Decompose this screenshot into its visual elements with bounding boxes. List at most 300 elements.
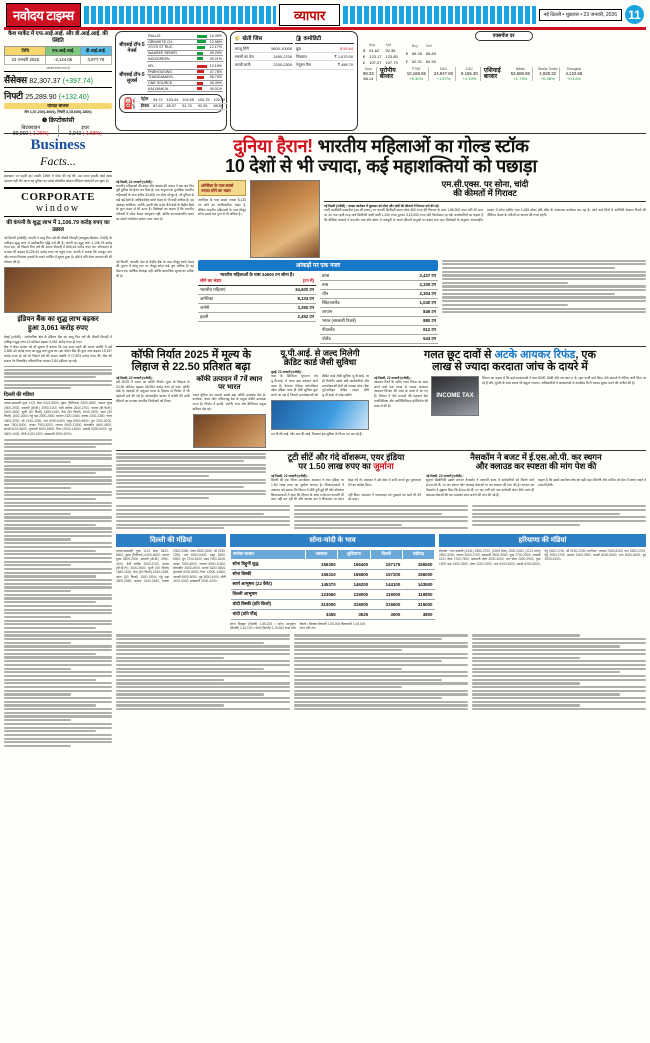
gold-row-name: इटली	[198, 313, 264, 322]
table-row	[320, 289, 438, 298]
lead-photo	[250, 180, 320, 258]
paper-logo-sub	[23, 0, 68, 1]
gs-jalandhar: 156300	[306, 559, 338, 569]
commodity-value: ₹ 1,670.00	[321, 53, 354, 61]
gs-jalandhar: 3455	[306, 609, 338, 619]
gs-item: चांदी बिस्की (प्रति किलो)	[231, 599, 306, 609]
business-facts-body: इंस्टाग्राम पर पहली बार तस्वीर 1999 में पोस्ट की गई थी। उस समय इसकी कोई खास पहचान नहीं थी। आज यह दुनिया का सबसे लोकप्रिय सोशल मीडिया प्लेटफॉर्म बन चुका है।	[4, 174, 112, 183]
world-markets	[361, 67, 646, 81]
refund-story	[374, 349, 646, 448]
gainer-pct: 09.21%	[209, 56, 222, 61]
table-row	[198, 313, 316, 322]
forex-symbol: €	[363, 53, 366, 59]
forex-head-buy: Buy	[369, 42, 376, 47]
euro-name: DAX	[439, 66, 447, 71]
commodity-value: $ 59.84	[321, 45, 354, 53]
gs-jalandhar: 156310	[306, 569, 338, 579]
nasscom-story	[426, 453, 646, 502]
corporate-window-body: नई दिल्ली (एजेंसी)। कंपनी ने चालू वित्त वर्ष की तीसरी तिमाही (अक्टूबर-दिसंबर, 2025) के एकीकृत शुद्ध लाभ में उल्लेखनीय वृद्धि दर्ज की है। कंपनी का शुद्ध लाभ 1,106.79 करोड़ रुपए रहा, जो पिछले वित्त वर्ष की समान तिमाही में 806.44 करोड़ रुपए था। परिचालन से राजस्व भी बढ़कर 8,225.44 करोड़ रुपए पर पहुंच गया। कंपनी ने बताया कि मजबूत मांग और लागत नियंत्रण उपायों के चलते मार्जिन में सुधार हुआ है। बोर्ड ने प्रति शेयर लाभांश की भी घोषणा की है।	[4, 235, 112, 264]
lead-headline	[116, 137, 646, 157]
forex-sell: 62.92	[425, 59, 436, 65]
fuel-petrol-mumbai: 103.44	[166, 97, 179, 102]
table-row	[198, 286, 316, 295]
gold-row-name: स्विटजरलैंड	[320, 298, 397, 307]
crypto-bitcoin-value: 89,060	[12, 130, 29, 137]
coffee-headline	[116, 349, 266, 374]
gold-row-name: चीन	[320, 289, 397, 298]
gold-row-name: पोलैंड	[320, 334, 397, 343]
lead-photo-col	[250, 180, 320, 258]
gs-jalandhar: 313000	[306, 599, 338, 609]
masthead-stripe-right	[343, 6, 535, 24]
euro-value: 8,165.30	[461, 70, 478, 76]
nifty-row	[4, 87, 112, 102]
fii-dii-unit: (आंकड़े करोड़ रुपए में)	[45, 65, 71, 70]
gs-chandigarh: 3800	[402, 609, 434, 619]
lead-callout-col	[198, 180, 246, 258]
gold-row-name: जर्मनी	[198, 304, 264, 313]
loser-name: IIFL	[147, 64, 196, 69]
airindia-story	[271, 453, 421, 502]
fuel-diesel-chennai: 92.39	[196, 103, 212, 110]
gs-delhi: 157200	[370, 569, 402, 579]
table-row	[139, 103, 227, 110]
haryana-mandi-title: हरियाणा की मंडियां	[439, 534, 646, 547]
gs-item: सोना बिट्टुर्नी शुद्ध	[231, 559, 306, 569]
upi-story	[271, 349, 369, 448]
left-rule-1	[4, 366, 112, 367]
upi-headline	[271, 349, 369, 369]
gs-ludhiana: 3625	[338, 609, 370, 619]
top5-losers-label: बीएसई टॉप-5 लूजर्स	[119, 71, 145, 84]
airindia-headline-2-red: जुर्माना	[373, 461, 394, 472]
loser-pct: 05.01%	[209, 86, 222, 91]
col-fii: एफ.आई.आई.	[46, 46, 80, 55]
crypto-title	[4, 116, 112, 124]
indian-bank-dateline: चेन्नई (एजेंसी) : सार्वजनिक क्षेत्र के इंडियन बैंक का चालू वित्त वर्ष की तीसरी तिमाही में एकीकृत शुद्ध लाभ 13 प्रतिशत बढ़कर 3,061 करोड़ रुपए हो गया।	[4, 335, 112, 344]
commodity-name: क्रूड	[295, 45, 321, 53]
coffee-headline-1: कॉफी निर्यात 2025 में मूल्य के	[131, 348, 251, 361]
commodity-column	[295, 34, 354, 128]
forex-symbol: $	[363, 47, 366, 53]
gold-silver-table	[230, 549, 435, 620]
gs-col-delhi: दिल्ली	[370, 549, 402, 559]
business-facts-subtitle: Facts...	[40, 154, 76, 168]
agri-column	[234, 34, 293, 128]
airindia-body: दिल्ली की एक जिला उपभोक्ता अदालत ने एयर इंडिया पर 1.50 लाख रुपए का जुर्माना लगाया है। शिकायतकर्ता ने अदालत को बताया कि विमान में सीटें टूटी हुई थीं और वॉशरूम बेहद गंदे थे। अदालत ने इसे सेवा में कमी मानते हुए मुआवजा देने का आदेश दिया।	[271, 478, 421, 492]
table-row	[295, 61, 354, 69]
airindia-headline-2-pre: पर 1.50 लाख रुपए का	[298, 461, 374, 472]
euro-pct: +0.30%	[409, 75, 424, 81]
fuel-diesel-kolkata: 91.76	[180, 103, 196, 110]
lead-headline-rest: भारतीय महिलाओं का गोल्ड स्टॉक	[317, 136, 529, 156]
asia-name: Shanghai	[566, 66, 581, 71]
mcx-rule	[324, 201, 646, 202]
gold-row-name: फ्रांस	[320, 272, 397, 281]
coffee-photo	[193, 414, 267, 448]
gs-item: चिल्ली आभूषण	[231, 589, 306, 599]
center-right-column	[116, 137, 646, 750]
gold-silver-block	[230, 534, 435, 631]
gold-row-value: 3,350 टन	[264, 304, 316, 313]
euro-dax	[432, 67, 456, 81]
forex-grid	[361, 42, 646, 66]
section-tab[interactable]: व्यापार	[279, 4, 340, 26]
commodity-table	[295, 45, 354, 70]
commodity-title-text: कमोडिटी	[303, 36, 322, 42]
paper-logo[interactable]	[6, 3, 81, 27]
forex-sell: 123.85	[385, 53, 398, 59]
gs-delhi: 144100	[370, 579, 402, 589]
left-filler-1	[4, 369, 112, 390]
table-row	[320, 272, 438, 281]
gs-chandigarh: 155500	[402, 559, 434, 569]
gs-chandigarh: 156000	[402, 569, 434, 579]
forex-buy: 107.07	[369, 60, 382, 66]
nifty-change: (+132.40)	[58, 93, 89, 101]
coffee-story	[116, 349, 266, 448]
coffee-subheadline: कॉफी उत्पादन में 7वें स्थान पर भारत	[196, 375, 263, 392]
table-row	[320, 280, 438, 289]
gs-ludhiana: 146200	[338, 579, 370, 589]
gold-table-banner: आंकड़ों पर एक नजर	[198, 260, 438, 271]
table-row	[320, 307, 438, 316]
masthead-stripe-left	[84, 6, 276, 24]
bottom-filler	[116, 634, 646, 711]
commodity-title	[295, 34, 354, 44]
lead-body: भारतीय महिलाओं की बचत और आस्था की ताकत ने एक बार फिर पूरी दुनिया को हैरान कर दिया है। एक अनुमान के मुताबिक भारतीय महिलाओं के पास करीब 34,600 टन सोना मौजूद है, जो दुनिया के कई बड़े देशों के आधिकारिक स्वर्ण भंडार से भी कहीं अधिक है। यह आंकड़ा अमेरिका, जर्मनी, इटली और फ्रांस जैसे देशों के केंद्रीय बैंकों के कुल भंडार से भी ऊपर है। विशेषज्ञों का कहना है कि भारतीय परिवारों में सोना केवल आभूषण नहीं, बल्कि आपातकालीन बचत का सबसे भरोसेमंद साधन माना जाता है।	[116, 183, 194, 221]
airindia-headline-1: टूटी सीटें और गंदे वॉशरूम, एयर इंडिया	[287, 451, 405, 462]
gold-row-value: 1,040 टन	[397, 298, 438, 307]
gold-row-value: 543 टन	[397, 334, 438, 343]
asia-nikkei	[509, 67, 533, 81]
us-market	[361, 67, 377, 81]
lead-dateline: नई दिल्ली, 22 जनवरी (एजेंसी) :	[116, 179, 154, 184]
gainer-pct: 12.98%	[209, 39, 222, 44]
gainer-name: INOXGREEN	[147, 56, 196, 62]
forex-symbol: ₣	[405, 59, 408, 65]
top5-gainers-table	[147, 34, 223, 62]
top5-losers-table	[147, 64, 223, 92]
commodity-value: ₹ 498.70	[321, 61, 354, 69]
table-row	[295, 53, 354, 61]
agri-name: कच्ची घानी	[234, 61, 262, 69]
gold-col-head-left: सोने का भंडार	[198, 277, 264, 286]
gold-row-name: नीदरलैंड	[320, 325, 397, 334]
gold-right-text	[442, 260, 646, 344]
loser-pct: 07.78%	[209, 69, 222, 74]
asia-pct: +1.73%	[513, 75, 528, 81]
mid-filler	[116, 505, 646, 530]
paper-logo-text: नवोदय टाइम्स	[13, 7, 74, 23]
indices-panel	[4, 31, 112, 137]
gs-col-ludhiana: लुधियाना	[338, 549, 370, 559]
forex-world-panel	[361, 31, 646, 131]
crypto-ether	[59, 125, 113, 137]
gold-row-value: 2,437 टन	[397, 272, 438, 281]
indian-bank-headline-1: इंडियन बैंक का शुद्ध लाभ बढ़कर	[17, 316, 99, 324]
euro-label: यूरोपीय बाजार	[379, 67, 396, 81]
crypto-ether-value: 2,943	[68, 130, 82, 137]
fuel-petrol-bengaluru: 102.92	[213, 97, 226, 102]
forex-symbol: £	[363, 60, 366, 66]
lead-kicker: दुनिया हैरान!	[233, 136, 313, 156]
masthead-red-rule	[4, 27, 646, 30]
gainer-pct: 15.39%	[209, 34, 222, 39]
crypto-ether-name: इथर	[81, 124, 90, 131]
rule-mid-2	[116, 450, 646, 451]
business-facts-title: Business	[30, 137, 86, 153]
mcx-body: मल्टी कमोडिटी एक्सचेंज (एम.सी.एक्स.) पर फरवरी डिलीवरी वाला सोना 452 रुपए की गिरावट के साथ 1,56,300 रुपए प्रति 10 ग्राम पर आ गया। इसी तरह मार्च डिलीवरी वाली चांदी 1,240 रुपए टूटकर 3,13,000 रुपए प्रति किलोग्राम रह गई। कारोबारियों का कहना है कि वैश्विक बाजारों में कमजोर रुख और डॉलर में मजबूती के चलते कीमती धातुओं पर दबाव बना रहा। विशेषज्ञों के अनुसार अंतरराष्ट्रीय बाजार में सोना हाजिर भाव 4,185 डॉलर प्रति औंस के आसपास कारोबार कर रहा है। आने वाले दिनों में अमेरिकी फेडरल रिजर्व की नीतिगत बैठक के नतीजों पर बाजार की नजर रहेगी।	[324, 208, 646, 222]
airindia-body2: शिकायतकर्ता ने कहा कि विमान के अंदर मनोरंजन प्रणाली भी काम नहीं कर रही थी और चालक दल ने शिकायत पर ध्यान नहीं दिया। अदालत ने एयरलाइन को मुकदमे का खर्च भी देने को कहा।	[271, 492, 421, 502]
cell-fii: -2,144.06	[46, 55, 80, 64]
sensex-label: सैंसेक्स	[4, 74, 28, 85]
top5-gainers	[119, 34, 223, 62]
table-row	[320, 325, 438, 334]
asia-value: 53,688.89	[510, 70, 530, 76]
gs-item: सोना बिस्की	[231, 569, 306, 579]
gold-table-caption: भारतीय महिलाओं के पास 34600 टन सोना है।	[220, 271, 294, 277]
agri-name: सरसों का तेल	[234, 53, 262, 61]
gold-col-head-right: (टन में)	[264, 277, 316, 286]
table-row	[231, 559, 435, 569]
main-content	[4, 137, 646, 750]
euro-pct: +1.19%	[462, 75, 477, 81]
gold-reserves-table-left	[198, 277, 316, 322]
gold-row-value: 612 टन	[397, 325, 438, 334]
forex-buy: 62.31	[411, 59, 422, 65]
lower-stories-row	[116, 453, 646, 502]
nasscom-dateline: नई दिल्ली, 22 जनवरी (एजेंसी) :	[426, 474, 464, 479]
gold-row-name: रूस	[320, 280, 397, 289]
fuel-panel	[119, 94, 226, 113]
gainer-pct: 09.29%	[209, 51, 222, 56]
gs-item: स्वर्ण आभूषण (22 कैरेट)	[231, 579, 306, 589]
asia-pct: +0.14%	[566, 75, 581, 81]
delhi-mandi-title: दिल्ली की मंडियां	[116, 534, 226, 547]
gs-ludhiana: 156400	[338, 559, 370, 569]
bottom-tables-row	[116, 534, 646, 631]
nasscom-headline-1: नैसकॉम ने बजट में ई.एस.ओ.पी. कर स्थगन	[470, 451, 602, 462]
gold-row-name: जापान	[320, 307, 397, 316]
haryana-mandi-body: रोहतक : धान सरबती (1441) 2650-2700, (1509 मोटा) 2300-2400, (1121 मोटा) 2900-3200, परमल 2600-2700, बासमती 2800-3000, पूसा 2700-2900, शरबती 1121 सेला 7200-7600, बासमती मोटा 3000-3200, धान सेला 2600-2900, पूसा 1509 दड़ा 2400-2600, मोटा 2200-2400, चना 6000-6300, सरसों 6200-6500, गेहूं 2600-2700, जौ 2150-2300। पानीपत : कपास 7600-8100, धान 2500-2700, गेहूं 2650-2750, बाजरा 2400-2500, सरसों 6200-6500, चना 6000-6400, गुड़ 3900-4300।	[439, 548, 646, 566]
loser-bar	[196, 86, 208, 92]
asia-straits	[536, 67, 561, 81]
fuel-petrol-kolkata: 104.95	[182, 97, 194, 102]
gs-chandigarh: 143500	[402, 579, 434, 589]
mid-stories-row	[116, 349, 646, 448]
asia-label: एशियाई बाजार	[483, 67, 501, 81]
indian-bank-photo	[4, 267, 112, 313]
market-ticker-strip	[4, 31, 646, 137]
gold-silver-footnote: सोना बिस्कुट (दिल्ली) 1,56,200 • सोना आभूषण (दिल्ली) 1,44,100 • चांदी (दिल्ली) 3,15,600 रुपए प्रति किलो • सिक्का लिवाली 1,05,000 बिकवाली 1,06,000 रुपए प्रति नग।	[230, 621, 366, 631]
table-row	[404, 49, 438, 57]
gold-row-name: भारतीय महिलाएं	[198, 286, 264, 295]
top5-panel	[115, 31, 227, 131]
upi-headline-1: यू.पी.आई. से जल्द मिलेगी	[280, 347, 360, 358]
fuel-petrol-label: पेट्रोल	[139, 97, 151, 103]
euro-value: 24,947.60	[433, 70, 454, 76]
lead-callout-body: अमेरीका के पास सबसे ज्यादा 8,133 टन सोने का आधिकारिक भंडार है, लेकिन भारतीय महिलाओं के पास मौजूद सोना उससे चार गुना से भी अधिक है।	[198, 197, 246, 217]
sensex-change: (+397.74)	[62, 77, 93, 85]
upi-photo	[271, 400, 369, 430]
sensex-value: 82,307.37	[29, 77, 61, 85]
left-sect-1: दिल्ली की मंडियां	[4, 392, 112, 400]
gs-chandigarh: 119800	[402, 589, 434, 599]
crypto-bullet-icon: ❺	[41, 117, 48, 124]
table-row	[147, 56, 223, 62]
fuel-diesel-delhi: 87.62	[153, 104, 163, 109]
table-row	[231, 589, 435, 599]
agri-name: काजू गिरी	[234, 45, 262, 53]
refund-headline-pre: गलत छूट दावों से	[424, 348, 492, 361]
gs-ludhiana: 119000	[338, 589, 370, 599]
business-facts-logo	[4, 137, 112, 172]
fuel-petrol-delhi: 94.72	[153, 97, 163, 102]
table-row	[231, 569, 435, 579]
loser-pct: 06.74%	[209, 75, 222, 80]
table-row	[147, 86, 223, 92]
gold-row-value: 34,600 टन	[264, 286, 316, 295]
table-row	[234, 53, 293, 61]
fuel-diesel-bengaluru: 88.99	[212, 103, 228, 110]
table-row	[198, 295, 316, 304]
loser-name: PNBHOUSING	[147, 69, 196, 75]
asia-pct: +0.38%	[540, 75, 555, 81]
indian-bank-headline	[4, 316, 112, 333]
gold-row-value: 2,304 टन	[397, 289, 438, 298]
haryana-mandi-block	[439, 534, 646, 631]
gs-item: चांदी (प्रति पौंड)	[231, 609, 306, 619]
delhi-mandi-body: चावल-बासमती पूसा 1121 सेला 8422-8500, दुबार (मिनिकट) 6300-6500, परमल मुच्छ 2800-2900, सरबती (डी.बी.) 2950-3100, देशी बारीक 2600-2700, चावल (बी.पी.टी.) 3400-3600, सूजी (50 किलो) 1585-1640, मैदा (50 किलो) 1545-1595, आटा (50 किलो) 1500-1550। गेहूं दड़ा 2800-2850, बाजरा 2420-2480, मक्का 2300-2380, ज्वार 2800-3200, जौ 2150-2250, चना 6000-6400, मसूर 6500-6900, मूंग 7200-8100, उड़द 7600-8400, अरहर 7500-8200, राजमा 9500-11500, सोयाबीन 4600-4900, सरसों 6200-6600, मूंगफली 6000-6600, तिल 12000-14500, अलसी 5500-6000, गुड़ 3800-4400, चीनी 4100-4300, खांडसारी 3900-4200।	[116, 548, 226, 583]
loser-pct: 06.39%	[209, 81, 222, 86]
lower-filler-col	[116, 453, 266, 502]
agri-value: 2200-2300	[262, 61, 293, 69]
gold-table-row	[116, 260, 646, 344]
loser-name: ONE SOURCE	[147, 80, 196, 86]
us-pct: 88.14	[363, 75, 374, 81]
gold-row-value: 8,133 टन	[264, 295, 316, 304]
crypto-row	[4, 125, 112, 137]
refund-headline	[374, 349, 646, 374]
cell-date: 22 जनवरी 2026	[5, 55, 46, 64]
gs-delhi: 157175	[370, 559, 402, 569]
corporate-window-subhead: की कंपनी के शुद्ध लाभ में 1,106.79 करोड़ रुपए का उछाल	[6, 219, 110, 233]
corporate-window-header	[4, 187, 112, 217]
fuel-diesel-mumbai: 89.97	[165, 103, 181, 110]
refund-headline-2: लाख से ज्यादा करदाता जांच के दायरे में	[432, 361, 588, 374]
table-row	[231, 609, 435, 619]
forex-table-left	[361, 42, 400, 66]
forex-symbol: ¥	[405, 50, 408, 56]
barrel-icon: 🛢	[295, 36, 302, 42]
refund-photo-label: INCOME TAX	[436, 392, 474, 399]
refund-photo	[431, 376, 479, 416]
euro-name: CAC	[465, 66, 473, 71]
gainer-name: JYOTI ST RUC	[147, 45, 196, 51]
indian-bank-headline-2: हुआ 3,061 करोड़ रुपए	[27, 324, 89, 332]
gold-row-name: अमेरिका	[198, 295, 264, 304]
forex-table-right	[404, 42, 438, 66]
left-mandi-text: चावल-बासमती पूसा 1121 सेला 8422-8500, दुबार (मिनिकट) 6300-6500, परमल मुच्छ 2800-2900, सरबती (डी.बी.) 2950-3100, देशी बारीक 2600-2700, चावल (बी.पी.टी.) 3400-3600, सूजी (50 किलो) 1585-1640, मैदा (50 किलो) 1545-1595, आटा (50 किलो) 1500-1550। गेहूं दड़ा 2800-2850, बाजरा 2420-2480, मक्का 2300-2380, ज्वार 2800-3200, जौ 2150-2250, चना 6000-6400, मसूर 6500-6900, मूंग 7200-8100, उड़द 7600-8400, अरहर 7500-8200, राजमा 9500-11500, सोयाबीन 4600-4900, सरसों 6200-6600, मूंगफली 6000-6600, तिल 12000-14500, अलसी 5500-6000, गुड़ 3800-4400, चीनी 4100-4300, खांडसारी 3900-4200।	[4, 401, 112, 436]
gainer-pct: 12.17%	[209, 45, 222, 50]
upi-headline-2: क्रेडिट कार्ड जैसी सुविधा	[283, 357, 357, 368]
corporate-window-title: CORPORATE	[21, 190, 95, 203]
us-value: 98.33	[363, 70, 374, 76]
forex-sell: 92.36	[385, 47, 396, 53]
gs-col-jalandhar: जालंधर	[306, 549, 338, 559]
crypto-bitcoin	[4, 125, 59, 137]
gs-ludhiana: 316000	[338, 599, 370, 609]
fuel-pump-icon: ⛽	[123, 98, 137, 111]
col-dii: डी.आई.आई.	[80, 46, 111, 55]
asia-value: 4,828.32	[539, 70, 557, 76]
left-column	[4, 137, 112, 750]
gold-row-value: 2,452 टन	[264, 313, 316, 322]
nasscom-headline-2: और क्लाउड कर स्पष्टता की मांग पेश की	[475, 461, 597, 472]
table-row	[295, 45, 354, 53]
table-row	[198, 304, 316, 313]
agri-title	[234, 34, 293, 44]
forex-head-sell: Sell	[425, 43, 432, 48]
gold-reserves-table-right	[320, 272, 438, 344]
table-row	[231, 579, 435, 589]
refund-headline-blue: अटके आयकर रिफंड	[494, 348, 576, 361]
table-row	[361, 60, 400, 66]
lead-row	[116, 180, 646, 258]
gs-jalandhar: 123560	[306, 589, 338, 599]
euro-ftse	[405, 67, 429, 81]
asia-shanghai	[563, 67, 584, 81]
dateline: नई दिल्ली • शुक्रवार • 23 जनवरी, 2026	[539, 9, 622, 21]
gs-chandigarh: 315000	[402, 599, 434, 609]
gold-silver-title: सोना-चांदी के भाव	[230, 534, 435, 547]
mcx-headline	[324, 180, 646, 200]
fuel-table	[139, 97, 227, 110]
wheat-icon: 🌾	[234, 36, 241, 42]
gainer-bar	[196, 56, 208, 62]
mcx-col	[324, 180, 646, 258]
commodity-name: नेचुरल गैस	[295, 61, 321, 69]
airindia-headline	[271, 453, 421, 473]
loser-name: KALYANKJIL	[147, 86, 196, 92]
nasscom-body: सूचना प्रौद्योगिकी उद्योग संगठन नैसकॉम ने आगामी बजट में कर्मचारियों को मिलने वाले ई.एस.ओ.पी. पर कर स्थगन और क्लाउड सेवाओं पर कर स्पष्टता की मांग की है। संगठन का कहना है कि इससे स्टार्टअप क्षेत्र को बड़ी राहत मिलेगी और प्रतिभा को देश में बनाए रखने में मदद मिलेगी।	[426, 478, 646, 488]
agri-value: 5600-10000	[262, 45, 293, 53]
nifty-value: 25,289.90	[25, 93, 57, 101]
gainer-name: WAAREE RENER	[147, 50, 196, 56]
forex-buy: 91.62	[369, 47, 380, 53]
table-row	[320, 298, 438, 307]
commodity-panel	[230, 31, 358, 131]
loser-name: THANGAMAYIL	[147, 75, 196, 81]
nasscom-headline	[426, 453, 646, 473]
gs-delhi: 315600	[370, 599, 402, 609]
delhi-mandi-block	[116, 534, 226, 631]
fuel-petrol-chennai: 100.75	[197, 97, 210, 102]
fno-value: सेन 1,57,200(-3600), निफ्टी 3,15,600(-1800)	[24, 109, 92, 114]
euro-name: FTSE	[411, 66, 421, 71]
table-row	[234, 45, 293, 53]
table-row	[404, 57, 438, 65]
mcx-dateline: नई दिल्ली (एजेंसी) : वायदा कारोबार में शुक्रवार को सोना और चांदी की कीमतों में गिरावट दर्ज की गई।	[324, 204, 440, 209]
crypto-ether-change: (-1.58%)	[82, 130, 102, 137]
page-number: 11	[625, 5, 644, 24]
coffee-body: वर्ष 2025 में भारत का कॉफी निर्यात मूल्य के लिहाज से 22.50 प्रतिशत बढ़कर 46,954 करोड़ रुपए हो गया। कॉफी बोर्ड के आंकड़ों के अनुसार मात्रा के हिसाब से निर्यात में भी बढ़ोतरी दर्ज की गई है। अंतरराष्ट्रीय बाजार में कॉफी की ऊंची कीमतों का फायदा भारतीय निर्यातकों को मिला।	[116, 379, 190, 403]
table-row	[320, 316, 438, 325]
gold-table-right	[320, 272, 438, 344]
masthead	[4, 0, 646, 26]
nifty-label: निफ्टी	[4, 90, 24, 101]
